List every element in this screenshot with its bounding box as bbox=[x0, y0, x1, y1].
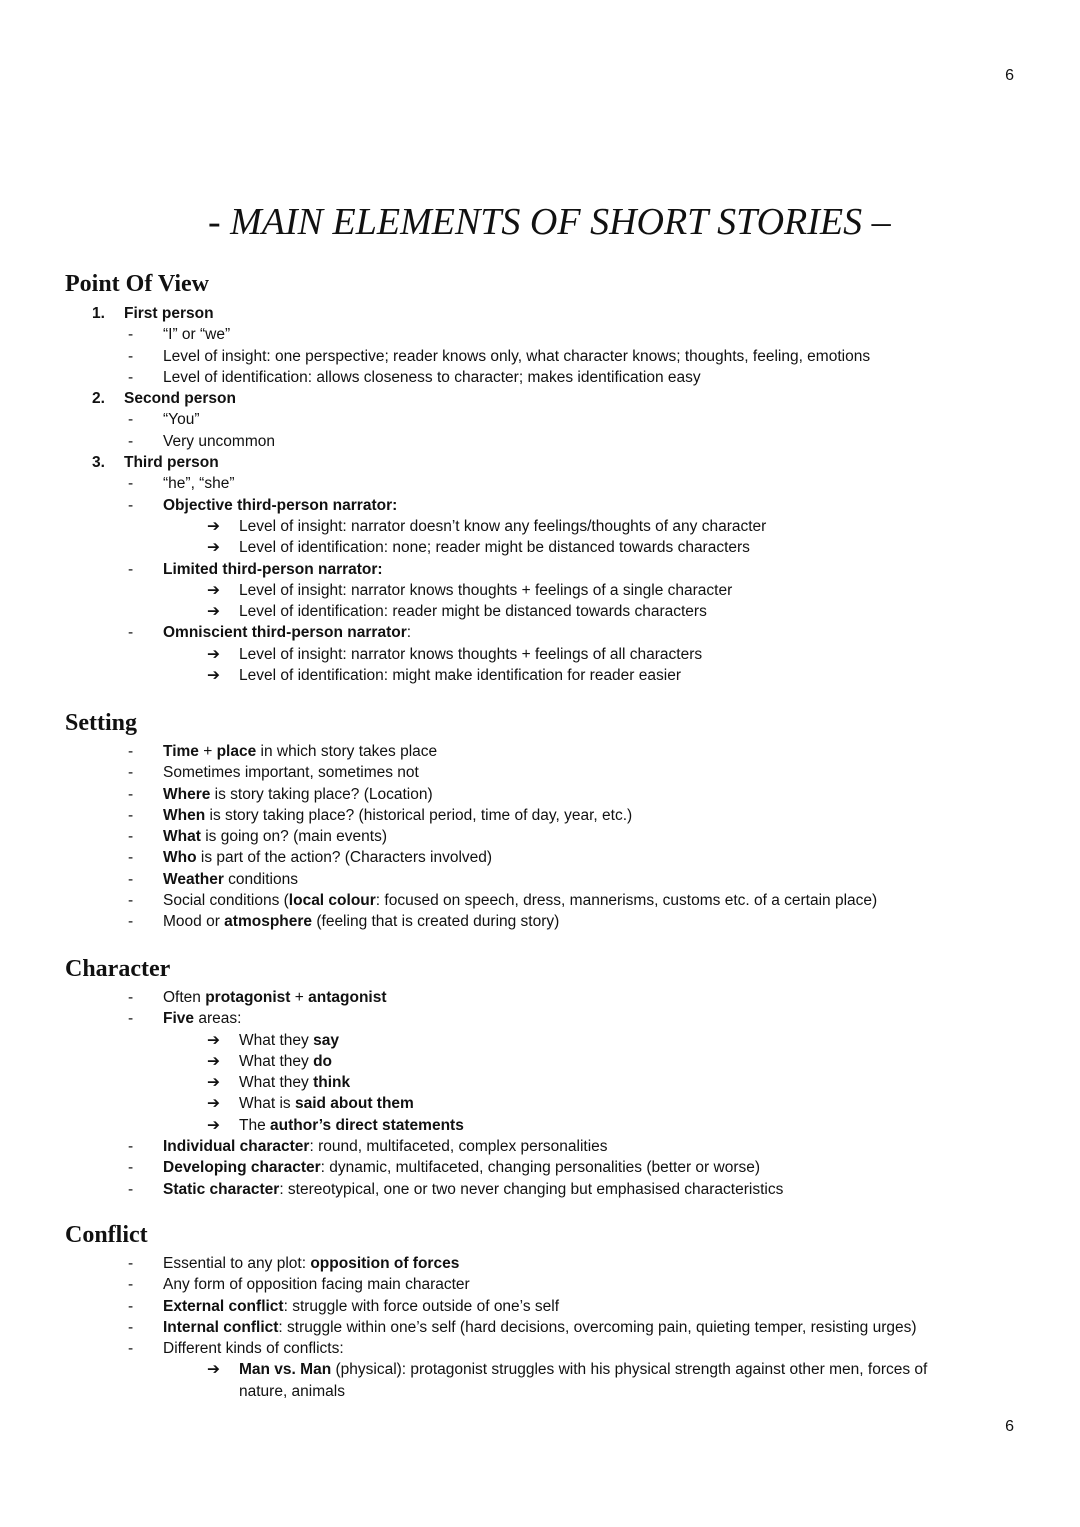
list-item: 2. Second person bbox=[92, 390, 236, 408]
list-item: ➔ What is said about them bbox=[0, 1093, 1080, 1114]
list-item: - Static character: stereotypical, one or two never changing but emphasised characteristics bbox=[128, 1180, 784, 1198]
list-item: - Very uncommon bbox=[128, 432, 275, 450]
list-item: ➔ Level of identification: none; reader might be distanced towards characters bbox=[0, 537, 1080, 558]
list-item: - Limited third-person narrator: bbox=[128, 560, 383, 578]
list-item: ➔ Man vs. Man (physical): protagonist struggles with his physical strength against other men, forces of bbox=[0, 1359, 1080, 1380]
list-item: - “I” or “we” bbox=[128, 326, 231, 344]
pov-list bbox=[0, 303, 1080, 686]
page-number-top: 6 bbox=[1005, 67, 1014, 84]
list-item: - Individual character: round, multifaceted, complex personalities bbox=[128, 1138, 608, 1156]
list-item: - Mood or atmosphere (feeling that is created during story) bbox=[128, 913, 560, 931]
list-item: - Any form of opposition facing main character bbox=[128, 1276, 470, 1294]
list-item: ➔ Level of insight: narrator knows thoughts + feelings of all characters bbox=[0, 644, 1080, 665]
list-item: - Omniscient third-person narrator: bbox=[128, 624, 412, 642]
section-heading-pov: Point Of View bbox=[65, 271, 209, 297]
list-item: - Weather conditions bbox=[128, 870, 298, 888]
list-item: - Who is part of the action? (Characters involved) bbox=[128, 849, 493, 867]
list-item: 1. First person bbox=[92, 305, 214, 322]
arrow-icon: ➔ bbox=[207, 667, 220, 685]
section-heading-conflict: Conflict bbox=[65, 1222, 148, 1248]
arrow-icon: ➔ bbox=[207, 1361, 220, 1379]
list-item: ➔ Level of insight: narrator knows thoughts + feelings of a single character bbox=[0, 580, 1080, 601]
arrow-icon: ➔ bbox=[207, 1095, 220, 1113]
list-item: - External conflict: struggle with force outside of one’s self bbox=[128, 1297, 560, 1315]
list-item: - “You” bbox=[128, 411, 200, 429]
arrow-icon: ➔ bbox=[207, 645, 220, 663]
page-number-bottom: 6 bbox=[1005, 1418, 1014, 1435]
list-item: ➔ Level of insight: narrator doesn’t know any feelings/thoughts of any character bbox=[0, 516, 1080, 537]
list-item: - When is story taking place? (historical period, time of day, year, etc.) bbox=[128, 806, 633, 824]
list-item: ➔ What they do bbox=[0, 1051, 1080, 1072]
page-title: - MAIN ELEMENTS OF SHORT STORIES – bbox=[208, 201, 891, 243]
arrow-icon: ➔ bbox=[207, 603, 220, 621]
setting-list bbox=[0, 741, 1080, 933]
list-item: ➔ What they say bbox=[0, 1030, 1080, 1051]
list-item: nature, animals bbox=[239, 1382, 345, 1400]
list-item: - What is going on? (main events) bbox=[128, 828, 387, 846]
list-item: ➔ What they think bbox=[0, 1072, 1080, 1093]
list-item: ➔ Level of identification: might make identification for reader easier bbox=[0, 665, 1080, 686]
list-item: - Essential to any plot: opposition of forces bbox=[128, 1255, 460, 1272]
list-item: - Social conditions (local colour: focused on speech, dress, mannerisms, customs etc. of a certain place) bbox=[128, 892, 878, 910]
list-item: 3. Third person bbox=[92, 454, 219, 472]
list-item: - Internal conflict: struggle within one’s self (hard decisions, overcoming pain, quieting temper, resisting urges) bbox=[128, 1318, 917, 1336]
arrow-icon: ➔ bbox=[207, 1052, 220, 1070]
list-item: - Level of identification: allows closeness to character; makes identification easy bbox=[128, 368, 701, 386]
list-item: - Often protagonist + antagonist bbox=[128, 989, 387, 1006]
arrow-icon: ➔ bbox=[207, 1116, 220, 1134]
arrow-icon: ➔ bbox=[207, 1074, 220, 1092]
list-item: - Different kinds of conflicts: bbox=[128, 1340, 344, 1358]
section-heading-character: Character bbox=[65, 956, 171, 982]
list-item: - Sometimes important, sometimes not bbox=[128, 764, 419, 782]
conflict-list bbox=[0, 1253, 1080, 1402]
character-list bbox=[0, 987, 1080, 1200]
list-item: - Level of insight: one perspective; reader knows only, what character knows; thoughts, feeling, emotions bbox=[128, 347, 871, 365]
arrow-icon: ➔ bbox=[207, 539, 220, 557]
list-item: - Developing character: dynamic, multifaceted, changing personalities (better or worse) bbox=[128, 1159, 761, 1177]
list-item: - Five areas: bbox=[128, 1010, 242, 1028]
arrow-icon: ➔ bbox=[207, 1031, 220, 1049]
arrow-icon: ➔ bbox=[207, 517, 220, 535]
list-item: ➔ The author’s direct statements bbox=[0, 1115, 1080, 1136]
section-heading-setting: Setting bbox=[65, 710, 137, 736]
list-item: - Objective third-person narrator: bbox=[128, 496, 398, 514]
list-item: - Time + place in which story takes place bbox=[128, 743, 438, 760]
list-item: ➔ Level of identification: reader might be distanced towards characters bbox=[0, 601, 1080, 622]
list-item: - “he”, “she” bbox=[128, 475, 235, 493]
list-item: - Where is story taking place? (Location) bbox=[128, 785, 433, 803]
arrow-icon: ➔ bbox=[207, 581, 220, 599]
